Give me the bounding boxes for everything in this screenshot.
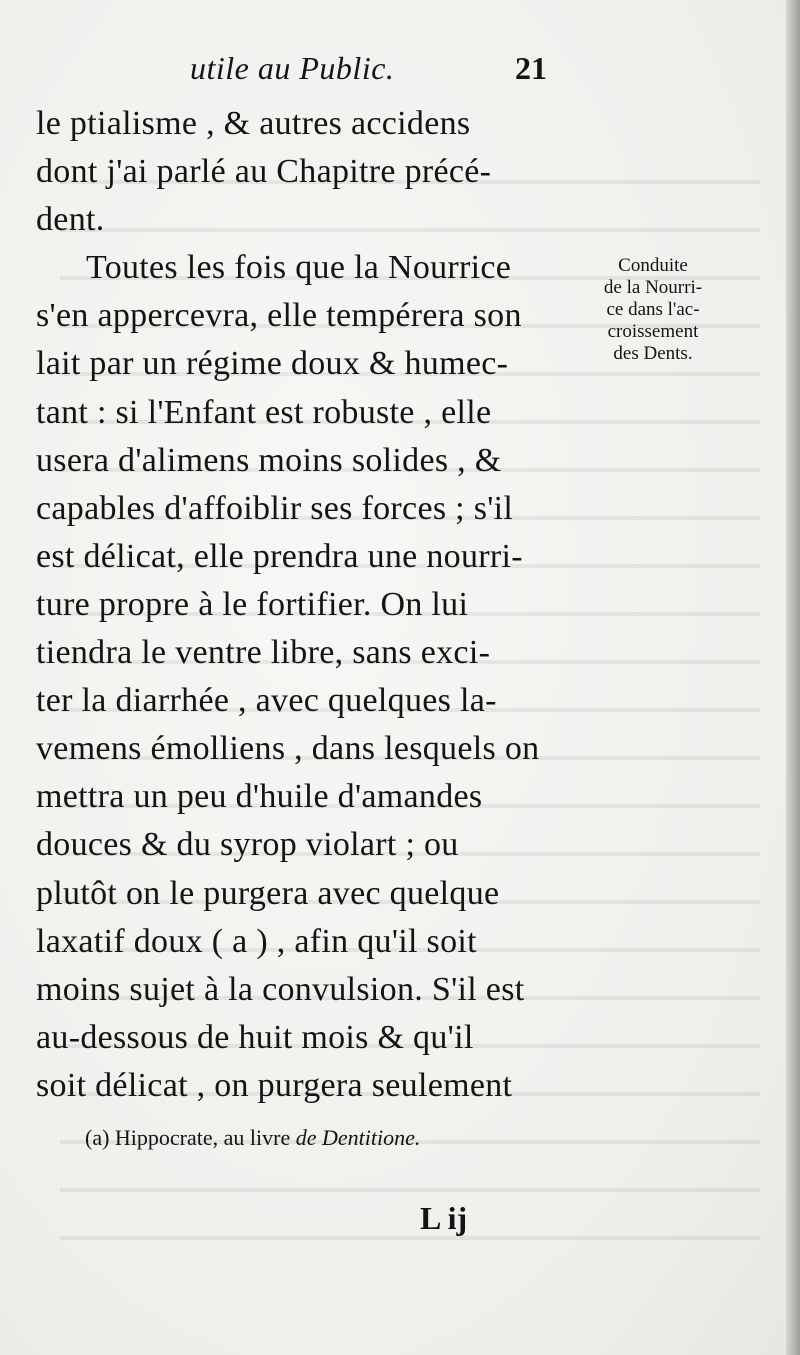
body-line: dont j'ai parlé au Chapitre précé- (36, 153, 492, 191)
body-line: vemens émolliens , dans lesquels on (36, 730, 540, 768)
body-line: est délicat, elle prendra une nourri- (36, 537, 523, 575)
body-line: Toutes les fois que la Nourrice (86, 249, 512, 287)
body-line: le ptialisme , & autres accidens (36, 105, 471, 142)
body-line: s'en appercevra, elle tempérera son (36, 297, 522, 335)
body-line: dent. (36, 201, 105, 239)
signature-mark: L ij (420, 1200, 468, 1236)
footnote-marker: (a) (85, 1125, 110, 1150)
body-line: capables d'affoiblir ses forces ; s'il (36, 489, 514, 527)
margin-note-line: des Dents. (613, 343, 693, 364)
body-line: moins sujet à la convulsion. S'il est (36, 970, 525, 1008)
body-line: laxatif doux ( a ) , afin qu'il soit (36, 922, 477, 960)
page-number: 21 (515, 50, 547, 86)
footnote (85, 1125, 420, 1151)
body-line: usera d'alimens moins solides , & (36, 441, 502, 479)
body-line: ter la diarrhée , avec quelques la- (36, 682, 497, 720)
body-line: plutôt on le purgera avec quelque (36, 874, 500, 912)
margin-note-line: croissement (607, 321, 699, 342)
margin-note-line: de la Nourri- (603, 277, 703, 298)
body-text (36, 100, 596, 1110)
body-line: lait par un régime doux & humec- (36, 345, 509, 383)
margin-note-line: Conduite (618, 255, 688, 276)
body-line: mettra un peu d'huile d'amandes (36, 778, 483, 816)
body-line: tiendra le ventre libre, sans exci- (36, 634, 491, 672)
margin-note (578, 255, 728, 365)
footnote-text: Hippocrate, au livre (114, 1125, 291, 1150)
body-line: douces & du syrop violart ; ou (36, 826, 459, 864)
body-line: ture propre à le fortifier. On lui (36, 585, 469, 623)
body-line: au-dessous de huit mois & qu'il (36, 1018, 474, 1056)
running-title: utile au Public. (190, 50, 395, 86)
body-line: soit délicat , on purgera seulement (36, 1066, 513, 1104)
margin-note-line: ce dans l'ac- (606, 299, 700, 320)
body-line: tant : si l'Enfant est robuste , elle (36, 393, 492, 431)
footnote-work-title: de Dentitione. (295, 1125, 421, 1150)
page-edge-shadow (786, 0, 800, 1355)
